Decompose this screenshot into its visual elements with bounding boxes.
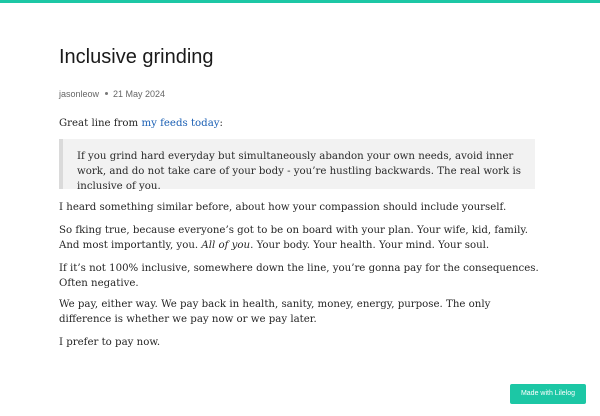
paragraph-1: I heard something similar before, about how your compassion should include yourself.	[59, 202, 507, 213]
separator-dot	[105, 92, 108, 95]
post-date: 21 May 2024	[113, 89, 166, 99]
made-with-badge-button[interactable]: Made with Lilelog	[510, 384, 586, 404]
feeds-link[interactable]: my feeds today	[141, 118, 220, 129]
emphasis-text: All of you.	[201, 240, 254, 251]
paragraph-2-text: So fking true, because everyone’s got to be on board with your plan. Your wife, kid, family. And most importantly, you.	[59, 225, 528, 251]
paragraph-4: We pay, either way. We pay back in health, sanity, money, energy, purpose. The only difference is whether we pay now or we pay later.	[59, 299, 491, 325]
author-name[interactable]: jasonleow	[59, 89, 100, 99]
intro-text: Great line from	[59, 118, 142, 129]
paragraph-5: I prefer to pay now.	[59, 337, 161, 348]
paragraph-2-rest: Your body. Your health. Your mind. Your soul.	[253, 240, 490, 251]
post-title: Inclusive grinding	[59, 46, 214, 68]
top-accent-bar	[0, 0, 600, 3]
paragraph-3: If it’s not 100% inclusive, somewhere down the line, you’re gonna pay for the consequences. Often negative.	[59, 263, 539, 289]
blockquote: If you grind hard everyday but simultaneously abandon your own needs, avoid inner work, and do not take care of your body - you’re hustling backwards. The real work is inclusive of you.	[59, 139, 535, 189]
paragraph-2	[59, 223, 539, 253]
intro-colon: :	[219, 118, 223, 129]
intro-paragraph	[59, 116, 539, 131]
post-meta	[59, 89, 165, 99]
